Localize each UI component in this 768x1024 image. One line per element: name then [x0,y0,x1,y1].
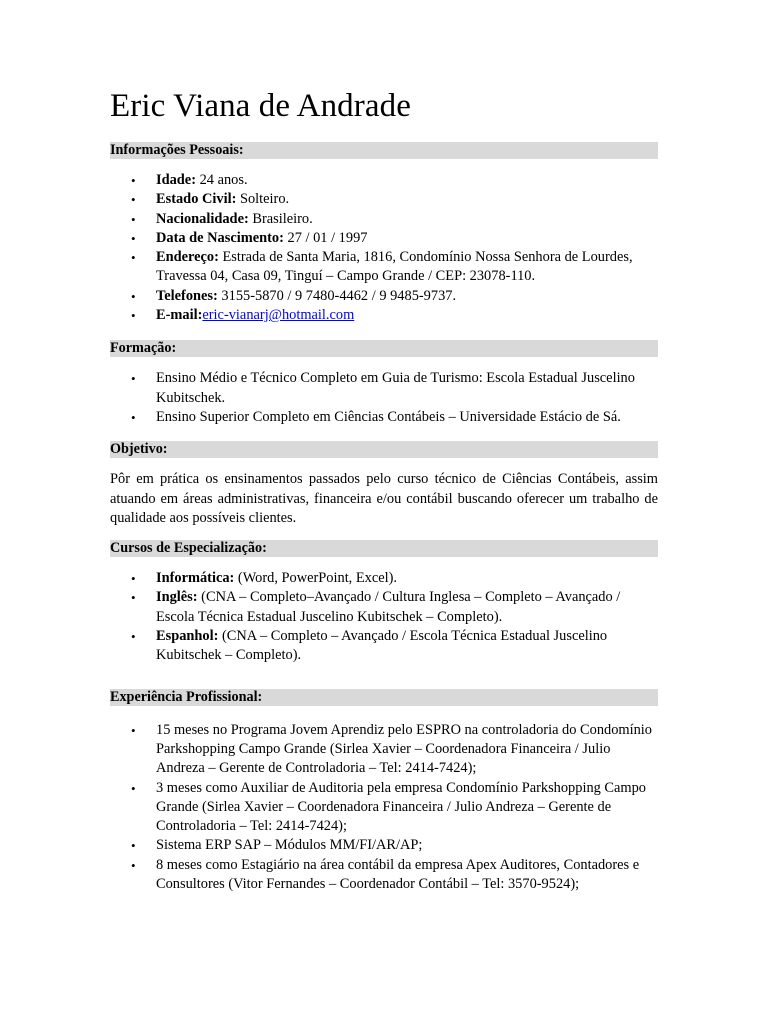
bullet-icon: • [131,571,136,587]
item-label: Informática: [156,570,235,587]
list-item [110,569,658,588]
bullet-icon: • [131,211,136,227]
item-value: Solteiro. [236,191,290,208]
bullet-icon: • [131,192,136,208]
list-item [110,248,658,287]
item-text: Sistema ERP SAP – Módulos MM/FI/AR/AP; [156,837,423,854]
bullet-icon: • [131,722,136,738]
item-label: Idade: [156,172,196,188]
item-text: 15 meses no Programa Jovem Aprendiz pelo ESPRO na controladoria do Condomínio Parkshopping Campo Grande (Sirlea Xavier – Coordenadora Financeira / Julio Andreza – Gerente de Controladoria – Tel: 2414-7424); [156,721,653,777]
list-item [110,229,658,248]
list-item [110,306,658,325]
bullet-icon: • [131,230,136,246]
bullet-icon: • [131,250,136,266]
objective-text: Pôr em prática os ensinamentos passados pelo curso técnico de Ciências Contábeis, assim atuando em áreas administrativas, financeira e/ou contábil buscando oferecer um trabalho de qualidade aos possíveis clientes. [110,471,658,526]
item-label: Data de Nascimento: [156,229,284,246]
item-value: 27 / 01 / 1997 [283,229,368,246]
list-item [110,721,658,779]
education-list [110,369,658,427]
item-text: 8 meses como Estagiário na área contábil da empresa Apex Auditores, Contadores e Consultores (Vitor Fernandes – Coordenador Contábil – Tel: 3570-9524); [156,856,640,893]
bullet-icon: • [131,629,136,645]
item-label: Telefones: [156,287,218,304]
bullet-icon: • [131,838,136,854]
section-heading-personal: Informações Pessoais: [110,142,658,159]
bullet-icon: • [131,173,136,188]
list-item [110,190,658,209]
list-item [110,779,658,837]
item-text: 3 meses como Auxiliar de Auditoria pela empresa Condomínio Parkshopping Campo Grande (Sirlea Xavier – Coordenadora Financeira / Julio Andreza – Gerente de Controladoria – Tel: 2414-7424); [156,779,647,835]
item-value: Brasileiro. [248,210,313,227]
email-link[interactable]: eric-vianarj@hotmail.com [202,307,355,324]
item-value: (CNA – Completo–Avançado / Cultura Inglesa – Completo – Avançado / Escola Técnica Estadual Juscelino Kubitschek – Completo). [156,589,621,625]
experience-list [110,721,658,895]
courses-list [110,569,658,665]
bullet-icon: • [131,288,136,304]
list-item [110,287,658,306]
section-heading-objective: Objetivo: [110,441,658,458]
item-label: E-mail: [156,307,203,324]
bullet-icon: • [131,857,136,873]
item-value: (CNA – Completo – Avançado / Escola Técnica Estadual Juscelino Kubitschek – Completo). [156,628,608,664]
item-value: (Word, PowerPoint, Excel). [234,570,398,587]
section-heading-education: Formação: [110,340,658,357]
item-label: Nacionalidade: [156,210,249,227]
bullet-icon: • [131,371,136,387]
list-item [110,369,658,408]
item-value: 24 anos. [195,172,248,188]
list-item [110,171,658,190]
item-label: Espanhol: [156,628,219,645]
item-text: Ensino Superior Completo em Ciências Contábeis – Universidade Estácio de Sá. [156,408,621,425]
item-label: Estado Civil: [156,191,237,208]
list-item [110,856,658,895]
list-item [110,210,658,229]
bullet-icon: • [131,780,136,796]
list-item [110,627,658,666]
candidate-name: Eric Viana de Andrade [110,88,411,124]
bullet-icon: • [131,308,136,324]
bullet-icon: • [131,590,136,606]
item-value: Estrada de Santa Maria, 1816, Condomínio Nossa Senhora de Lourdes, Travessa 04, Casa 09, Tinguí – Campo Grande / CEP: 23078-110. [156,249,633,285]
personal-info-list [110,171,658,325]
item-label: Endereço: [156,249,219,266]
bullet-icon: • [131,409,136,425]
list-item [110,836,658,855]
section-heading-experience: Experiência Profissional: [110,689,658,706]
item-text: Ensino Médio e Técnico Completo em Guia de Turismo: Escola Estadual Juscelino Kubitschek. [156,370,635,406]
list-item [110,588,658,627]
item-value: 3155-5870 / 9 7480-4462 / 9 9485-9737. [217,287,457,304]
item-label: Inglês: [156,589,198,606]
section-heading-courses: Cursos de Especialização: [110,540,658,557]
resume-content [110,84,658,894]
list-item [110,408,658,427]
